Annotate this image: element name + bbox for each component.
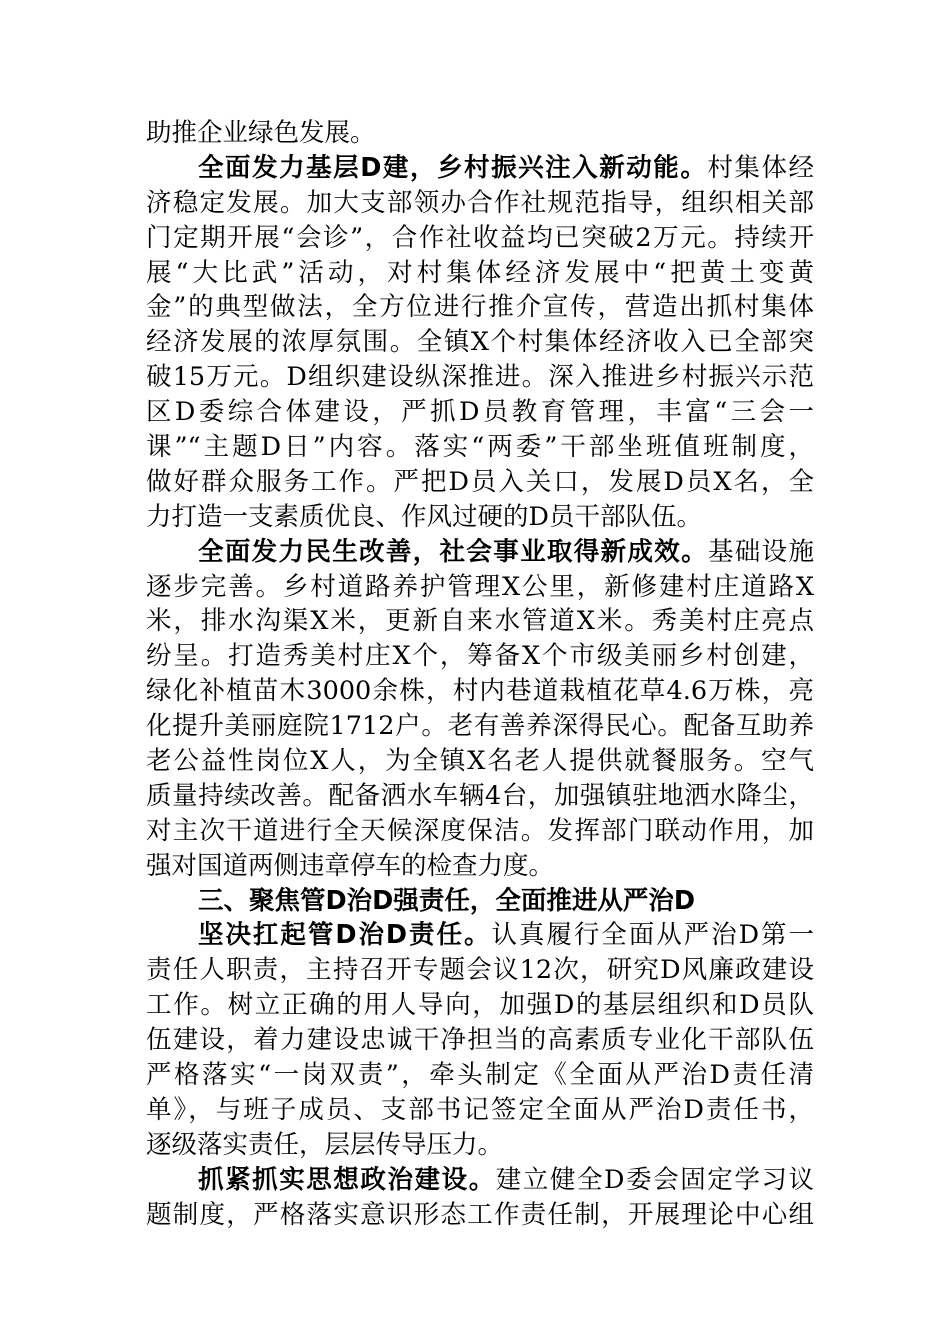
text-line <box>146 674 814 709</box>
text-line <box>146 360 814 395</box>
line-text: 认真履行全面从严治D第一 <box>491 920 814 951</box>
line-text: 金”的典型做法，全方位进行推介宣传，营造出抓村集体 <box>146 292 814 323</box>
line-text: 门定期开展“会诊”，合作社收益均已突破2万元。持续开 <box>146 222 814 253</box>
text-line <box>146 1093 814 1128</box>
text-line <box>146 779 814 814</box>
line-text: 质量持续改善。配备洒水车辆4台，加强镇驻地洒水降尘， <box>146 780 814 811</box>
text-line <box>146 325 814 360</box>
paragraph-ideology <box>146 1163 814 1198</box>
paragraph-lead: 抓紧抓实思想政治建设。 <box>198 1164 496 1195</box>
line-text: 展“大比武”活动，对村集体经济发展中“把黄土变黄 <box>146 257 814 288</box>
line-text: 单》，与班子成员、支部书记签定全面从严治D责任书， <box>146 1094 814 1125</box>
line-text: 基础设施 <box>707 536 814 567</box>
line-text: 村集体经 <box>707 152 814 183</box>
text-line <box>146 709 814 744</box>
text-line <box>146 1128 814 1163</box>
section-heading-3 <box>146 884 814 919</box>
line-text: 伍建设，着力建设忠诚干净担当的高素质专业化干部队伍 <box>146 1025 814 1056</box>
line-text: 经济发展的浓厚氛围。全镇X个村集体经济收入已全部突 <box>146 327 814 358</box>
paragraph-livelihood <box>146 535 814 570</box>
line-text: 工作。树立正确的用人导向，加强D的基层组织和D员队 <box>146 990 814 1021</box>
text-line <box>146 500 814 535</box>
line-text: 力打造一支素质优良、作风过硬的D员干部队伍。 <box>146 501 702 532</box>
text-line <box>146 744 814 779</box>
text-line <box>146 430 814 465</box>
line-text: 对主次干道进行全天候深度保洁。发挥部门联动作用，加 <box>146 815 814 846</box>
text-line <box>146 221 814 256</box>
document-page <box>146 116 814 1233</box>
line-text: 破15万元。D组织建设纵深推进。深入推进乡村振兴示范 <box>146 362 814 393</box>
text-line <box>146 465 814 500</box>
paragraph-responsibility <box>146 918 814 953</box>
text-line <box>146 1058 814 1093</box>
line-text: 绿化补植苗木3000余株，村内巷道栽植花草4.6万株，亮 <box>146 676 814 707</box>
paragraph-lead: 全面发力民生改善，社会事业取得新成效。 <box>198 536 708 567</box>
line-text: 化提升美丽庭院1712户。老有善养深得民心。配备互助养 <box>146 711 814 742</box>
paragraph-grassroots <box>146 151 814 186</box>
section-heading-text: 三、聚焦管D治D强责任，全面推进从严治D <box>198 885 696 916</box>
line-text: 课”“主题D日”内容。落实“两委”干部坐班值班制度， <box>146 432 814 463</box>
line-text: 题制度，严格落实意识形态工作责任制，开展理论中心组 <box>146 1199 814 1230</box>
line-text: 区D委综合体建设，严抓D员教育管理，丰富“三会一 <box>146 397 814 428</box>
text-line <box>146 290 814 325</box>
text-line <box>146 604 814 639</box>
text-line <box>146 1198 814 1233</box>
text-line <box>146 570 814 605</box>
text-line <box>146 953 814 988</box>
line-text: 助推企业绿色发展。 <box>146 118 376 148</box>
line-text: 强对国道两侧违章停车的检查力度。 <box>146 850 555 881</box>
paragraph-lead: 坚决扛起管D治D责任。 <box>198 920 492 951</box>
text-line <box>146 639 814 674</box>
text-line-1 <box>146 116 814 151</box>
line-text: 济稳定发展。加大支部领办合作社规范指导，组织相关部 <box>146 187 814 218</box>
line-text: 米，排水沟渠X米，更新自来水管道X米。秀美村庄亮点 <box>146 606 814 637</box>
line-text: 做好群众服务工作。严把D员入关口，发展D员X名，全 <box>146 466 814 497</box>
line-text: 逐步完善。乡村道路养护管理X公里，新修建村庄道路X <box>146 571 814 602</box>
line-text: 建立健全D委会固定学习议 <box>495 1164 814 1195</box>
text-line <box>146 186 814 221</box>
text-line <box>146 849 814 884</box>
text-line <box>146 395 814 430</box>
line-text: 纷呈。打造秀美村庄X个，筹备X个市级美丽乡村创建， <box>146 641 814 672</box>
line-text: 逐级落实责任，层层传导压力。 <box>146 1129 504 1160</box>
text-line <box>146 988 814 1023</box>
paragraph-lead: 全面发力基层D建，乡村振兴注入新动能。 <box>198 152 708 183</box>
line-text: 老公益性岗位X人，为全镇X名老人提供就餐服务。空气 <box>146 746 814 777</box>
line-text: 责任人职责，主持召开专题会议12次，研究D风廉政建设 <box>146 955 814 986</box>
text-line <box>146 1023 814 1058</box>
text-line <box>146 256 814 291</box>
text-line <box>146 814 814 849</box>
line-text: 严格落实“一岗双责”，牵头制定《全面从严治D责任清 <box>146 1060 814 1091</box>
